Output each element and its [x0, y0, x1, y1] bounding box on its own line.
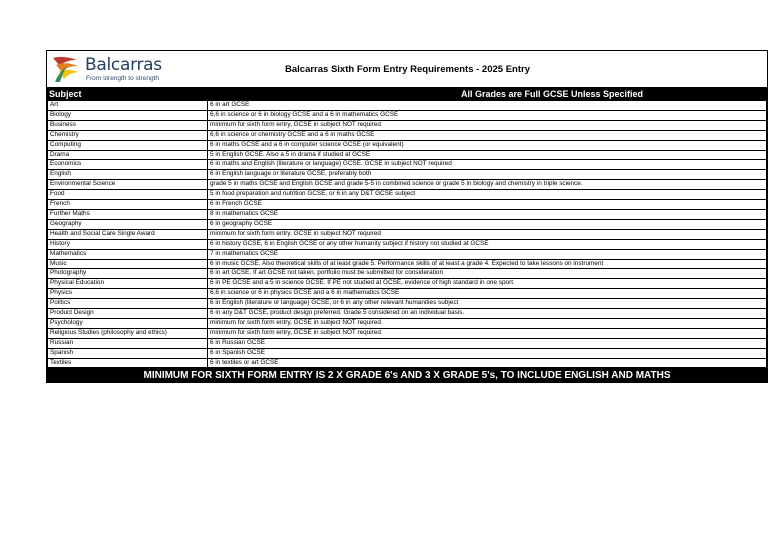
table-row — [48, 160, 767, 170]
subject-cell: Art — [48, 101, 208, 111]
table-row — [48, 200, 767, 210]
subject-cell: Photography — [48, 269, 208, 279]
table-row — [48, 348, 767, 358]
requirement-cell: 6,6 in science or 6 in biology GCSE and a 6 in mathematics GCSE — [208, 110, 767, 120]
requirement-cell: 6 in maths GCSE and a 6 in computer science GCSE (or equivalent) — [208, 140, 767, 150]
subject-cell: History — [48, 239, 208, 249]
balcarras-crest-icon — [51, 54, 81, 84]
table-row — [48, 338, 767, 348]
logo-wordmark: Balcarras — [85, 55, 162, 75]
subject-cell: Computing — [48, 140, 208, 150]
subject-cell: English — [48, 170, 208, 180]
school-logo — [51, 54, 181, 84]
subject-cell: French — [48, 200, 208, 210]
table-row — [48, 190, 767, 200]
requirement-cell: 6 in textiles or art GCSE — [208, 358, 767, 368]
subject-cell: Music — [48, 259, 208, 269]
table-row — [48, 140, 767, 150]
table-row — [48, 269, 767, 279]
subject-cell: Environmental Science — [48, 180, 208, 190]
subject-cell: Biology — [48, 110, 208, 120]
subject-cell: Health and Social Care Single Award — [48, 229, 208, 239]
requirement-cell: 8 in mathematics GCSE — [208, 209, 767, 219]
requirements-table-body — [48, 101, 767, 368]
subject-cell: Drama — [48, 150, 208, 160]
table-row — [48, 309, 767, 319]
requirement-cell: 6 in PE GCSE and a 5 in science GCSE. If PE not studied at GCSE, evidence of high standard in one sport. — [208, 279, 767, 289]
requirement-cell: 6 in French GCSE — [208, 200, 767, 210]
requirement-cell: 5 in English GCSE. Also a 5 in drama if studied at GCSE — [208, 150, 767, 160]
subject-cell: Food — [48, 190, 208, 200]
table-row — [48, 130, 767, 140]
requirement-column-header: All Grades are Full GCSE Unless Specified — [460, 89, 644, 99]
table-row — [48, 328, 767, 338]
subject-cell: Economics — [48, 160, 208, 170]
subject-cell: Textiles — [48, 358, 208, 368]
requirement-cell: minimum for sixth form entry, GCSE in subject NOT required — [208, 229, 767, 239]
table-row — [48, 110, 767, 120]
table-row — [48, 249, 767, 259]
table-row — [48, 318, 767, 328]
subject-cell: Further Maths — [48, 209, 208, 219]
requirement-cell: minimum for sixth form entry, GCSE in subject NOT required — [208, 318, 767, 328]
column-header — [47, 88, 767, 100]
requirement-cell: minimum for sixth form entry, GCSE in subject NOT required — [208, 120, 767, 130]
requirement-cell: 6 in art GCSE — [208, 101, 767, 111]
subject-cell: Politics — [48, 299, 208, 309]
requirements-table — [47, 100, 767, 368]
requirement-cell: 5 in food preparation and nutrition GCSE, or 6 in any D&T GCSE subject — [208, 190, 767, 200]
requirement-cell: 6,6 in science or chemistry GCSE and a 6 in maths GCSE — [208, 130, 767, 140]
requirement-cell: 7 in mathematics GCSE — [208, 249, 767, 259]
table-row — [48, 259, 767, 269]
requirement-cell: 6 in any D&T GCSE, product design preferred. Grade 5 considered on an individual basis. — [208, 309, 767, 319]
header-row — [47, 51, 767, 88]
table-row — [48, 279, 767, 289]
table-row — [48, 120, 767, 130]
subject-cell: Spanish — [48, 348, 208, 358]
subject-cell: Business — [48, 120, 208, 130]
requirement-cell: 6,6 in science or 6 in physics GCSE and a 6 in mathematics GCSE — [208, 289, 767, 299]
requirement-cell: 6 in maths and English (literature or language) GCSE. GCSE in subject NOT required — [208, 160, 767, 170]
table-row — [48, 150, 767, 160]
subject-cell: Geography — [48, 219, 208, 229]
requirement-cell: 6 in art GCSE. If art GCSE not taken, portfolio must be submitted for consideration — [208, 269, 767, 279]
requirement-cell: 6 in history GCSE, 6 in English GCSE or any other humanity subject if history not studied at GCSE — [208, 239, 767, 249]
subject-cell: Religious Studies (philosophy and ethics) — [48, 328, 208, 338]
requirement-cell: grade 5 in maths GCSE and English GCSE and grade 5-5 in combined science or grade 5 in biology and chemistry in triple science. — [208, 180, 767, 190]
subject-cell: Psychology — [48, 318, 208, 328]
table-row — [48, 170, 767, 180]
table-row — [48, 299, 767, 309]
minimum-entry-banner: MINIMUM FOR SIXTH FORM ENTRY IS 2 X GRADE 6's AND 3 X GRADE 5's, TO INCLUDE ENGLISH AND MATHS — [47, 368, 767, 382]
table-row — [48, 358, 767, 368]
table-row — [48, 219, 767, 229]
subject-cell: Russian — [48, 338, 208, 348]
table-row — [48, 101, 767, 111]
document-title: Balcarras Sixth Form Entry Requirements - 2025 Entry — [285, 64, 530, 75]
subject-cell: Physics — [48, 289, 208, 299]
requirement-cell: 6 in English language or literature GCSE, preferably both — [208, 170, 767, 180]
requirement-cell: minimum for sixth form entry, GCSE in subject NOT required — [208, 328, 767, 338]
table-row — [48, 239, 767, 249]
table-row — [48, 229, 767, 239]
table-row — [48, 180, 767, 190]
table-row — [48, 289, 767, 299]
logo-tagline: From strength to strength — [86, 75, 159, 82]
subject-column-header: Subject — [49, 89, 82, 99]
requirements-sheet — [46, 50, 768, 383]
subject-cell: Physical Education — [48, 279, 208, 289]
requirement-cell: 6 in Spanish GCSE — [208, 348, 767, 358]
requirement-cell: 6 in Russian GCSE — [208, 338, 767, 348]
requirement-cell: 6 in English (literature or language) GCSE, or 6 in any other relevant humanities subject — [208, 299, 767, 309]
table-row — [48, 209, 767, 219]
requirement-cell: 6 in music GCSE. Also theoretical skills of at least grade 5. Performance skills of at least a grade 4. Expected to take lessons on instrument — [208, 259, 767, 269]
subject-cell: Chemistry — [48, 130, 208, 140]
subject-cell: Mathematics — [48, 249, 208, 259]
requirement-cell: 6 in geography GCSE — [208, 219, 767, 229]
subject-cell: Product Design — [48, 309, 208, 319]
